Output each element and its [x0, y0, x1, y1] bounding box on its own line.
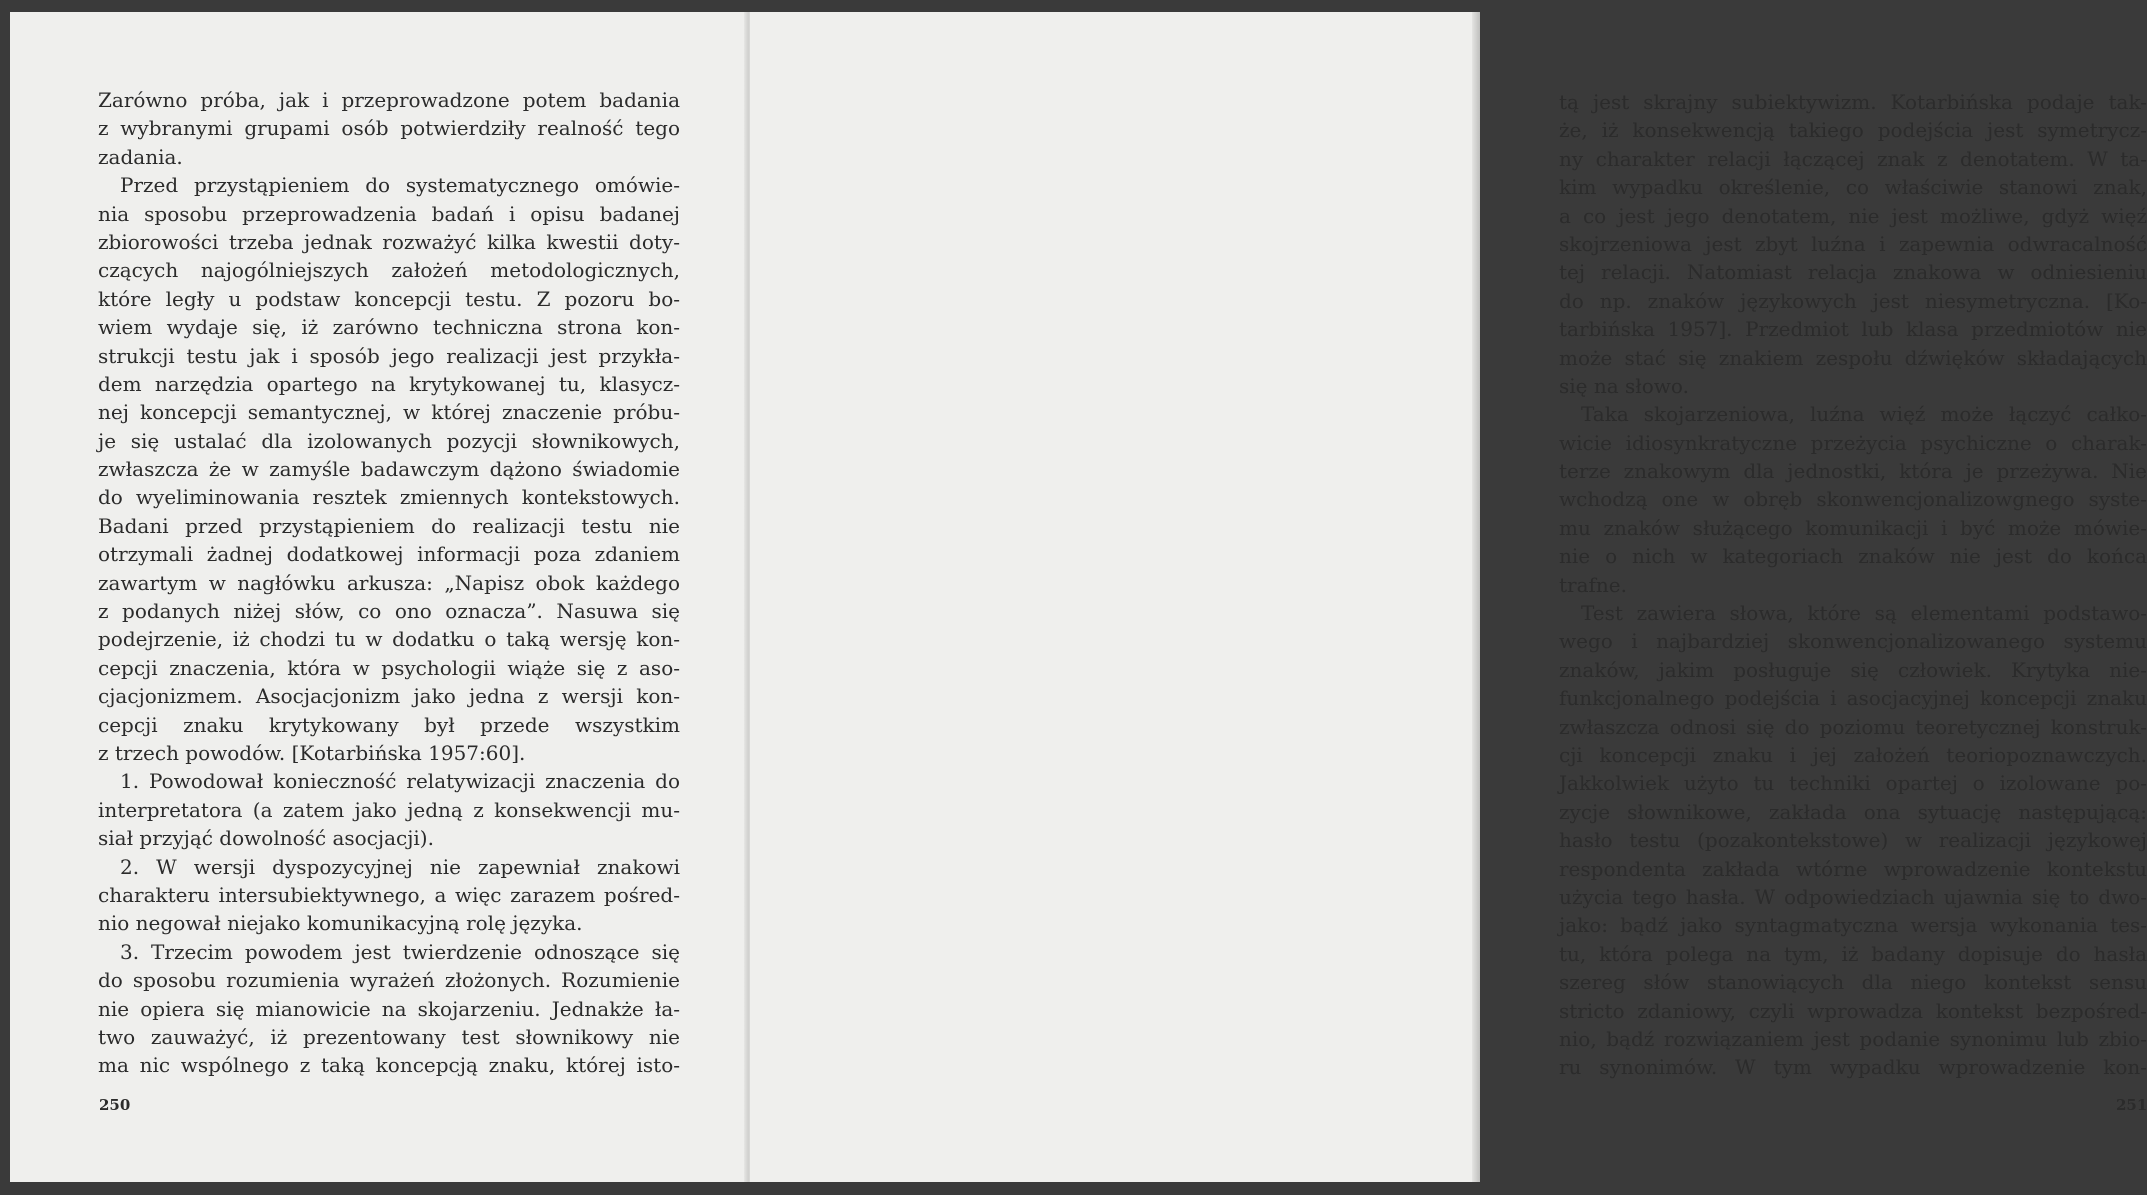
text-line: szereg słów stanowiących dla niego kontekst sensu	[1559, 970, 2147, 995]
text-line: nia sposobu przeprowadzenia badań i opisu badanej	[98, 201, 680, 226]
text-line: nie o nich w kategoriach znaków nie jest do końca	[1559, 544, 2147, 569]
left-page-text	[98, 86, 680, 1080]
text-line: interpretatora (a zatem jako jedną z konsekwencji mu-	[98, 797, 680, 822]
text-line: cjacjonizmem. Asocjacjonizm jako jedna z wersji kon-	[98, 684, 680, 709]
text-line: stricto zdaniowy, czyli wprowadza kontekst bezpośred-	[1559, 998, 2147, 1023]
text-line: wego i najbardziej skonwencjonalizowanego systemu	[1559, 629, 2147, 654]
text-line: dem narzędzia opartego na krytykowanej tu, klasycz-	[98, 371, 680, 396]
text-line: hasło testu (pozakontekstowe) w realizacji językowej	[1559, 828, 2147, 853]
text-line: kim wypadku określenie, co właściwie stanowi znak,	[1559, 175, 2147, 200]
text-line: respondenta zakłada wtórne wprowadzenie kontekstu	[1559, 856, 2147, 881]
text-line: ny charakter relacji łączącej znak z denotatem. W ta-	[1559, 146, 2147, 171]
text-line: tu, która polega na tym, iż badany dopisuje do hasła	[1559, 941, 2147, 966]
book-spread	[10, 12, 2147, 1182]
text-line: z wybranymi grupami osób potwierdziły realność tego	[98, 116, 680, 141]
text-line: tą jest skrajny subiektywizm. Kotarbińska podaje tak-	[1559, 90, 2147, 114]
page-number-left: 250	[99, 1096, 131, 1114]
text-line: zbiorowości trzeba jednak rozważyć kilka kwestii doty-	[98, 229, 680, 254]
text-line: cji koncepcji znaku i jej założeń teoriopoznawczych.	[1559, 742, 2147, 767]
text-line: że, iż konsekwencją takiego podejścia jest symetrycz-	[1559, 118, 2147, 143]
text-line: podejrzenie, iż chodzi tu w dodatku o taką wersję kon-	[98, 627, 680, 652]
text-line: do np. znaków językowych jest niesymetryczna. [Ko-	[1559, 288, 2147, 313]
text-line: z trzech powodów. [Kotarbińska 1957:60].	[98, 740, 526, 765]
text-line: zawartym w nagłówku arkusza: „Napisz obok każdego	[98, 570, 680, 595]
text-line: użycia tego hasła. W odpowiedziach ujawnia się to dwo-	[1559, 884, 2147, 909]
text-line: cepcji znaczenia, która w psychologii wiąże się z aso-	[98, 655, 680, 680]
left-page	[10, 12, 748, 1182]
text-line: a co jest jego denotatem, nie jest możliwe, gdyż więź	[1559, 203, 2147, 228]
text-line: Taka skojarzeniowa, luźna więź może łączyć całko-	[1581, 402, 2147, 427]
text-line: może stać się znakiem zespołu dźwięków składających	[1559, 345, 2147, 370]
text-line: siał przyjąć dowolność asocjacji).	[98, 826, 434, 851]
text-line: do sposobu rozumienia wyrażeń złożonych. Rozumienie	[98, 968, 680, 993]
text-line: otrzymali żadnej dodatkowej informacji poza zdaniem	[98, 542, 680, 567]
text-line: trafne.	[1559, 572, 1627, 597]
text-line: tarbińska 1957]. Przedmiot lub klasa przedmiotów nie	[1559, 317, 2147, 342]
text-line: mu znaków służącego komunikacji i być może mówie-	[1559, 515, 2147, 540]
text-line: nio negował niejako komunikacyjną rolę języka.	[98, 911, 583, 936]
right-page-text	[1559, 88, 2147, 1082]
right-page	[750, 12, 2147, 1182]
text-line: zwłaszcza odnosi się do poziomu teoretycznej konstruk-	[1559, 714, 2147, 739]
text-line: 1. Powodował konieczność relatywizacji znaczenia do	[120, 769, 680, 794]
text-line: wchodzą one w obręb skonwencjonalizowgnego syste-	[1559, 487, 2147, 512]
text-line: nej koncepcji semantycznej, w której znaczenie próbu-	[98, 400, 680, 425]
text-line: terze znakowym dla jednostki, która je przeżywa. Nie	[1559, 459, 2147, 484]
text-line: je się ustalać dla izolowanych pozycji słownikowych,	[98, 428, 680, 453]
text-line: zadania.	[98, 144, 183, 169]
text-line: Jakkolwiek użyto tu techniki opartej o izolowane po-	[1559, 771, 2147, 796]
text-line: skojrzeniowa jest zbyt luźna i zapewnia odwracalność	[1559, 231, 2147, 256]
text-line: do wyeliminowania resztek zmiennych kontekstowych.	[98, 485, 680, 510]
text-line: nio, bądź rozwiązaniem jest podanie synonimu lub zbio-	[1559, 1026, 2147, 1051]
text-line: zwłaszcza że w zamyśle badawczym dążono świadomie	[98, 457, 680, 482]
text-line: które legły u podstaw koncepcji testu. Z pozoru bo-	[98, 286, 680, 311]
page-number-right: 251	[2116, 1096, 2147, 1114]
text-line: funkcjonalnego podejścia i asocjacyjnej koncepcji znaku	[1559, 686, 2147, 711]
text-line: strukcji testu jak i sposób jego realizacji jest przykła-	[98, 343, 680, 368]
text-line: zycje słownikowe, zakłada ona sytuację następującą:	[1559, 799, 2147, 824]
text-line: 3. Trzecim powodem jest twierdzenie odnoszące się	[120, 939, 680, 964]
text-line: charakteru intersubiektywnego, a więc zarazem pośred-	[98, 882, 680, 907]
text-line: nie opiera się mianowicie na skojarzeniu. Jednakże ła-	[98, 996, 680, 1021]
page-edge	[1472, 12, 1480, 1182]
text-line: Zarówno próba, jak i przeprowadzone potem badania	[98, 88, 680, 112]
text-line: czących najogólniejszych założeń metodologicznych,	[98, 258, 680, 283]
text-line: Test zawiera słowa, które są elementami podstawo-	[1581, 601, 2147, 626]
text-line: się na słowo.	[1559, 373, 1689, 398]
text-line: z podanych niżej słów, co ono oznacza”. Nasuwa się	[98, 599, 680, 624]
text-line: 2. W wersji dyspozycyjnej nie zapewniał znakowi	[120, 854, 680, 879]
text-line: wiem wydaje się, iż zarówno techniczna strona kon-	[98, 315, 680, 340]
text-line: jako: bądź jako syntagmatyczna wersja wykonania tes-	[1559, 913, 2147, 938]
text-line: wicie idiosynkratyczne przeżycia psychiczne o charak-	[1559, 430, 2147, 455]
text-line: ru synonimów. W tym wypadku wprowadzenie kon-	[1559, 1055, 2147, 1080]
text-line: cepcji znaku krytykowany był przede wszystkim	[98, 712, 680, 737]
text-line: Przed przystąpieniem do systematycznego omówie-	[120, 173, 680, 198]
text-line: Badani przed przystąpieniem do realizacji testu nie	[98, 513, 680, 538]
text-line: tej relacji. Natomiast relacja znakowa w odniesieniu	[1559, 260, 2147, 285]
text-line: two zauważyć, iż prezentowany test słownikowy nie	[98, 1024, 680, 1049]
text-line: znaków, jakim posługuje się człowiek. Krytyka nie-	[1559, 657, 2147, 682]
text-line: ma nic wspólnego z taką koncepcją znaku, której isto-	[98, 1053, 680, 1078]
